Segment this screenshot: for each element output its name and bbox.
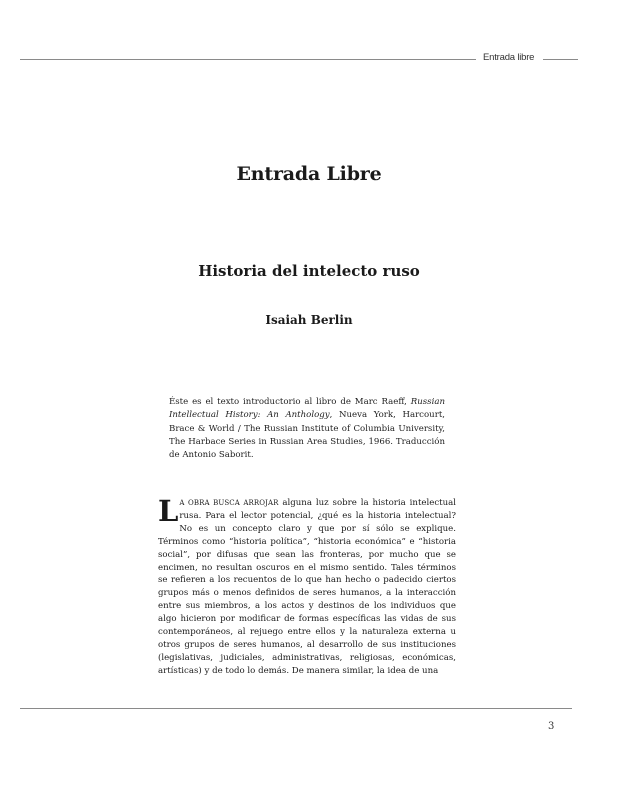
- article-author: Isaiah Berlin: [265, 313, 353, 327]
- opening-small-caps: A OBRA BUSCA ARROJAR: [179, 499, 279, 507]
- drop-cap: L: [158, 494, 179, 528]
- intro-note-text-before: Éste es el texto introductorio al libro de Marc Raeff,: [169, 397, 411, 407]
- intro-note-text-after: , Nueva York, Harcourt, Brace & World / The Russian Institute of Columbia University, The Harbace Series in Russian Area Studies, 1966. Traducción de Antonio Saborit.: [169, 410, 445, 461]
- running-head: Entrada libre: [483, 52, 535, 63]
- article-title: Historia del intelecto ruso: [198, 262, 420, 280]
- body-paragraph: [158, 494, 456, 678]
- footer-rule: [20, 708, 572, 709]
- intro-note: [169, 396, 445, 462]
- section-title: Entrada Libre: [236, 163, 382, 185]
- page-number: 3: [548, 721, 555, 732]
- intro-note-book-title: Russian Intellectual History: An Anthology: [169, 397, 445, 421]
- body-text: alguna luz sobre la historia intelectual rusa. Para el lector potencial, ¿qué es la historia intelectual? No es un concepto claro y que por sí sólo se explique. Términos como “historia política”, “historia económica” e “historia social”, por difusas que sean las fronteras, por mucho que se encimen, no resultan oscuros en el mismo sentido. Tales términos se refieren a los recuentos de lo que han hecho o padecido ciertos grupos más o menos definidos de seres humanos, a la interacción entre sus miembros, a los actos y destinos de los individuos que algo hicieron por modificar de formas específicas las vidas de sus contemporáneos, al rejuego entre ellos y la naturaleza externa u otros grupos de seres humanos, al desarrollo de sus instituciones (legislativas, judiciales, administrativas, religiosas, económicas, artísticas) y de todo lo demás. De manera similar, la idea de una: [158, 498, 456, 676]
- header-rule-right: [543, 59, 578, 60]
- header-rule-left: [20, 59, 476, 60]
